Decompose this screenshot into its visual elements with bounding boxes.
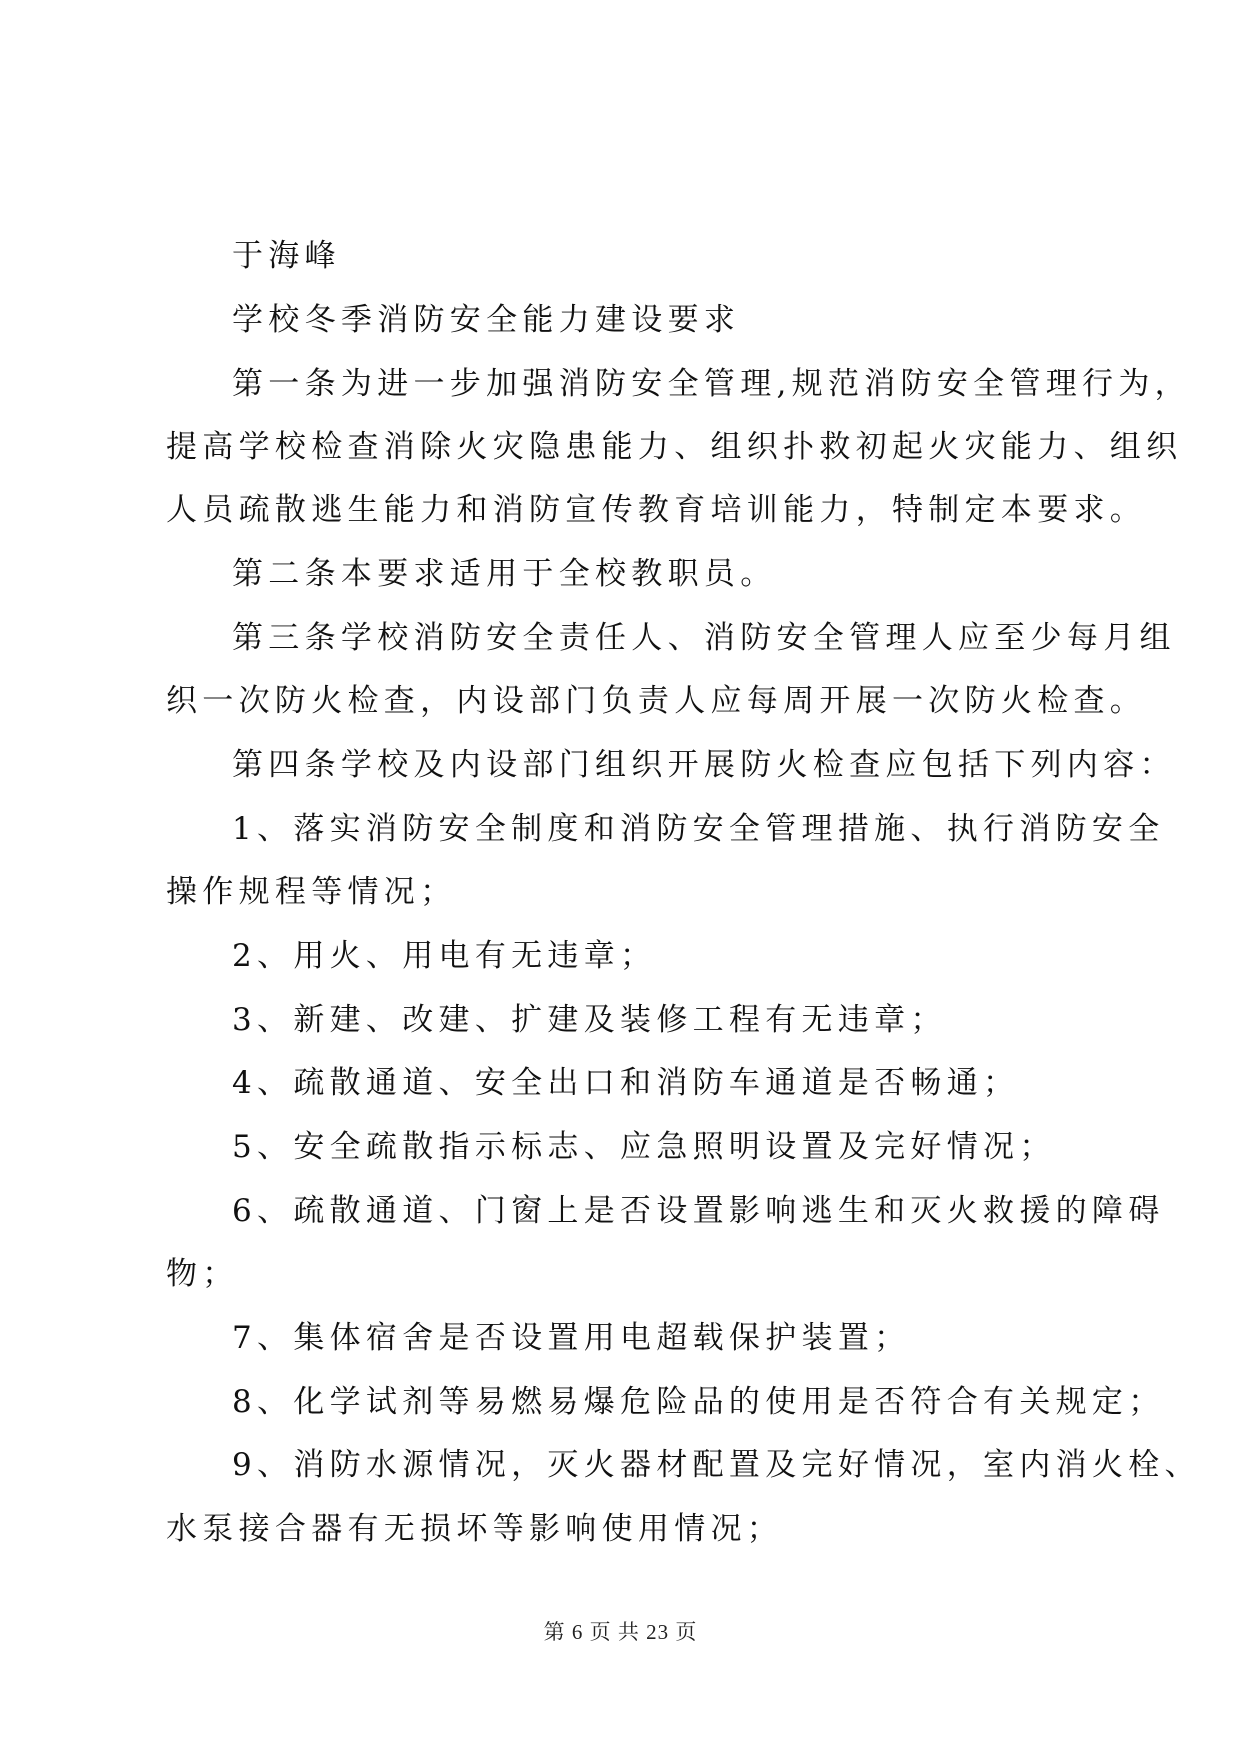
list-item-7: 7、集体宿舍是否设置用电超载保护装置；: [232, 1320, 911, 1356]
list-item-6-line-2: 物；: [166, 1256, 239, 1292]
list-item-9-line-1: 9、消防水源情况，灭火器材配置及完好情况，室内消火栓、: [232, 1447, 1201, 1483]
article-1-line-2: 提高学校检查消除火灾隐患能力、组织扑救初起火灾能力、组织: [166, 429, 1183, 465]
article-1-line-1: 第一条为进一步加强消防安全管理,规范消防安全管理行为，: [232, 366, 1191, 402]
article-4-line-1: 第四条学校及内设部门组织开展防火检查应包括下列内容：: [232, 747, 1176, 783]
list-item-3: 3、新建、改建、扩建及装修工程有无违章；: [232, 1002, 947, 1038]
list-item-4: 4、疏散通道、安全出口和消防车通道是否畅通；: [232, 1065, 1020, 1101]
author-line: 于海峰: [232, 238, 341, 274]
article-2-line-1: 第二条本要求适用于全校教职员。: [232, 556, 777, 592]
article-1-line-3: 人员疏散逃生能力和消防宣传教育培训能力，特制定本要求。: [166, 492, 1147, 528]
list-item-1-line-2: 操作规程等情况；: [166, 874, 457, 910]
list-item-9-line-2: 水泵接合器有无损坏等影响使用情况；: [166, 1511, 784, 1547]
list-item-2: 2、用火、用电有无违章；: [232, 938, 657, 974]
list-item-8: 8、化学试剂等易燃易爆危险品的使用是否符合有关规定；: [232, 1384, 1165, 1420]
page-number-footer: 第 6 页 共 23 页: [543, 1620, 698, 1644]
list-item-5: 5、安全疏散指示标志、应急照明设置及完好情况；: [232, 1129, 1056, 1165]
list-item-1-line-1: 1、落实消防安全制度和消防安全管理措施、执行消防安全: [232, 811, 1165, 847]
article-3-line-2: 织一次防火检查，内设部门负责人应每周开展一次防火检查。: [166, 683, 1147, 719]
list-item-6-line-1: 6、疏散通道、门窗上是否设置影响逃生和灭火救援的障碍: [232, 1193, 1165, 1229]
document-title: 学校冬季消防安全能力建设要求: [232, 302, 741, 338]
article-3-line-1: 第三条学校消防安全责任人、消防安全管理人应至少每月组: [232, 620, 1176, 656]
